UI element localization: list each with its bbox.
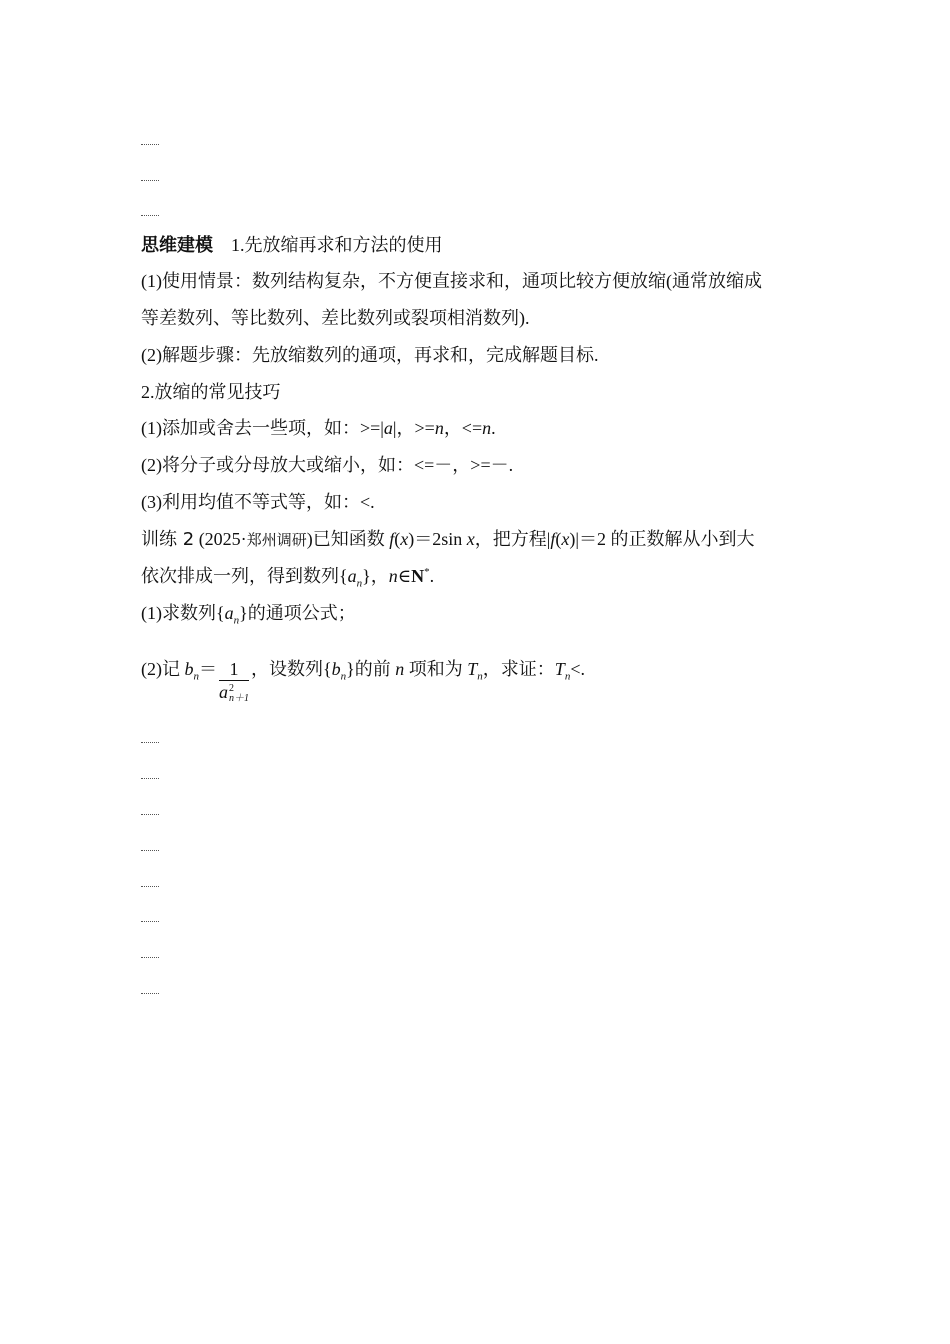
dot-leader (141, 850, 159, 851)
fraction-denominator: a 2 n＋1 (219, 682, 249, 704)
exercise-source: 郑州调研 (246, 531, 307, 549)
model-paragraph-1-line-1: (1)使用情景：数列结构复杂，不方便直接求和，通项比较方便放缩(通常放缩成 (141, 271, 762, 291)
technique-2: (2)将分子或分母放大或缩小，如：<=－，>=－. (141, 455, 514, 475)
model-label: 思维建模 (141, 235, 213, 256)
dot-leader (141, 814, 159, 815)
dot-leader (141, 144, 159, 145)
technique-1: (1)添加或舍去一些项，如：>=|a|，>=n，<=n. (141, 418, 496, 438)
dot-leader (141, 215, 159, 216)
question-2: (2)记 $b_n=$ 1 a 2 n＋1 ，设数列$\{b_n\}$的前 n 项和为 $T_n$，求证：$T_n<$. (141, 659, 585, 704)
question-1: (1)求数列$\{a_n\}$的通项公式； (141, 603, 356, 627)
dot-leader (141, 180, 159, 181)
model-heading-line (141, 233, 831, 258)
technique-3: (3)利用均值不等式等，如：<. (141, 492, 375, 512)
fraction (219, 658, 249, 704)
dot-leader (141, 886, 159, 887)
fraction-numerator: 1 (219, 658, 249, 681)
dot-leader (141, 993, 159, 994)
model-paragraph-2: (2)解题步骤：先放缩数列的通项，再求和，完成解题目标. (141, 345, 599, 365)
exercise-label: 训练 2 (141, 529, 195, 550)
dot-leader (141, 778, 159, 779)
exercise-line-1: 训练 2 (2025·郑州调研)已知函数 f(x)＝2sin x，把方程|f(x)|＝2 的正数解从小到大 (141, 529, 755, 550)
model-paragraph-1-line-2: 等差数列、等比数列、差比数列或裂项相消数列). (141, 308, 530, 328)
model-heading: 1.先放缩再求和方法的使用 (231, 235, 443, 255)
dot-leader (141, 742, 159, 743)
dot-leader (141, 957, 159, 958)
exercise-line-2: 依次排成一列，得到数列$\{a_n\}$，n∈N*. (141, 566, 435, 590)
dot-leader (141, 921, 159, 922)
model-heading-2: 2.放缩的常见技巧 (141, 382, 281, 402)
